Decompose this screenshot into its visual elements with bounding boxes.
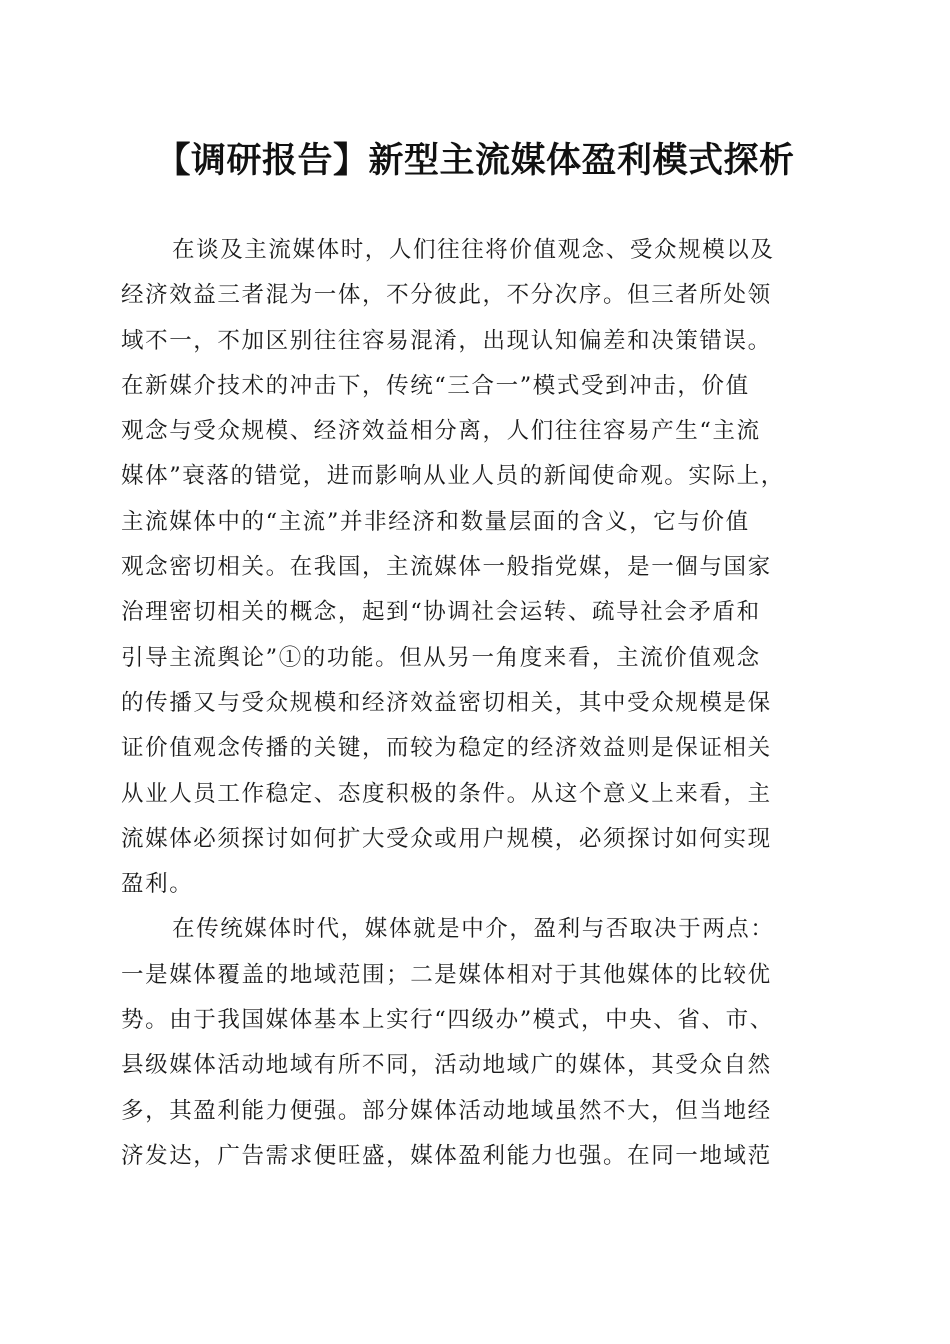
text-line: 县级媒体活动地域有所不同，活动地域广的媒体，其受众自然 [121, 1052, 772, 1079]
text-line: 势。由于我国媒体基本上实行“四级办”模式，中央、省、市、 [121, 1007, 774, 1034]
document-title: 【调研报告】新型主流媒体盈利模式探析 [155, 140, 795, 181]
text-line: 在谈及主流媒体时，人们往往将价值观念、受众规模以及 [172, 237, 775, 263]
text-line: 的传播又与受众规模和经济效益密切相关，其中受众规模是保 [121, 689, 772, 716]
paragraph-1 [121, 228, 833, 907]
text-line: 媒体”衰落的错觉，进而影响从业人员的新闻使命观。实际上， [121, 463, 785, 490]
text-line: 主流媒体中的“主流”并非经济和数量层面的含义，它与价值 [121, 508, 750, 535]
text-line: 证价值观念传播的关键，而较为稳定的经济效益则是保证相关 [121, 735, 772, 762]
text-line: 流媒体必须探讨如何扩大受众或用户规模，必须探讨如何实现 [121, 825, 772, 852]
text-line: 在新媒介技术的冲击下，传统“三合一”模式受到冲击，价值 [121, 372, 750, 399]
text-line: 盈利。 [121, 871, 194, 898]
paragraph-2 [121, 907, 833, 1179]
text-line: 济发达，广告需求便旺盛，媒体盈利能力也强。在同一地域范 [121, 1142, 772, 1169]
text-line: 治理密切相关的概念，起到“协调社会运转、疏导社会矛盾和 [121, 599, 761, 626]
text-line: 一是媒体覆盖的地域范围；二是媒体相对于其他媒体的比较优 [121, 961, 772, 988]
text-line: 经济效益三者混为一体，不分彼此，不分次序。但三者所处领 [121, 282, 772, 309]
text-line: 从业人员工作稳定、态度积极的条件。从这个意义上来看，主 [121, 780, 772, 807]
text-line: 在传统媒体时代，媒体就是中介，盈利与否取决于两点： [172, 916, 775, 943]
text-line: 引导主流舆论”①的功能。但从另一角度来看，主流价值观念 [121, 644, 761, 671]
text-line: 观念与受众规模、经济效益相分离，人们往往容易产生“主流 [121, 418, 761, 445]
text-line: 多，其盈利能力便强。部分媒体活动地域虽然不大，但当地经 [121, 1097, 772, 1124]
text-line: 观念密切相关。在我国，主流媒体一般指党媒，是一個与国家 [121, 554, 772, 581]
document-body [121, 228, 833, 1179]
text-line: 域不一，不加区别往往容易混淆，出现认知偏差和决策错误。 [121, 327, 772, 354]
